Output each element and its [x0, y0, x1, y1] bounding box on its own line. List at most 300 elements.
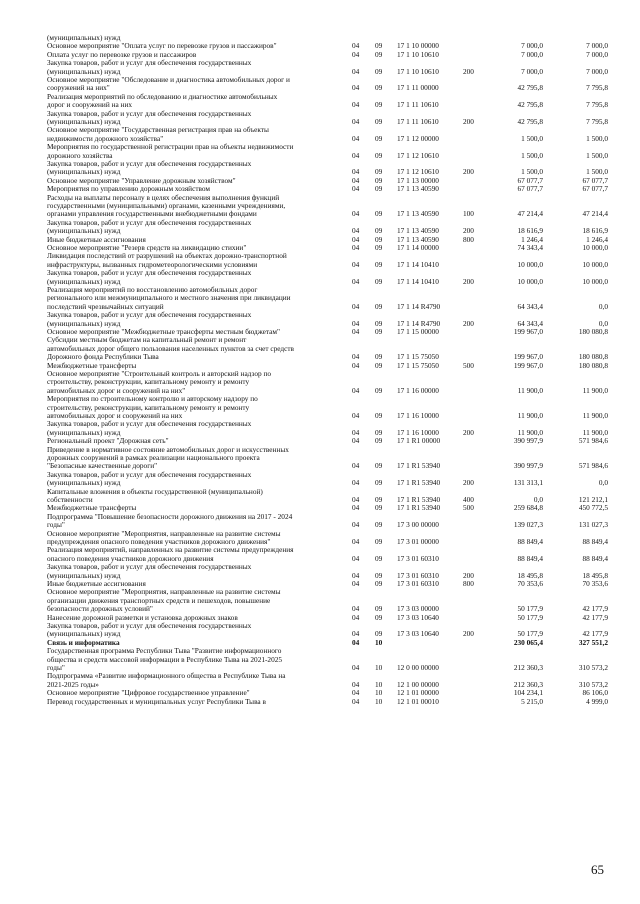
row-name-line: автомобильных дорог общего пользования населенных пунктов за счет средств: [47, 343, 294, 353]
cell-v2: 310 573,2: [578, 679, 608, 689]
table-row: [0, 336, 640, 361]
row-name-line: (муниципальных) нужд: [47, 478, 121, 488]
cell-sec: 04: [352, 662, 360, 672]
table-row: [0, 546, 640, 563]
cell-v2: 180 080,8: [578, 360, 608, 370]
cell-csr: 17 3 01 60310: [397, 579, 439, 588]
table-row: [0, 93, 640, 110]
table-row: [0, 622, 640, 639]
row-name-line: регионального или межмуниципального и местного значения при ликвидации: [47, 293, 291, 303]
cell-sub: 09: [375, 352, 383, 362]
cell-sub: 09: [375, 427, 383, 437]
table-row: [0, 143, 640, 160]
table-row: [0, 647, 640, 672]
cell-sec: 04: [352, 637, 360, 647]
cell-sec: 04: [352, 301, 360, 311]
cell-v1: 88 849,4: [517, 553, 543, 563]
row-name-line: Реализация мероприятий по восстановлению автомобильных дорог: [47, 285, 258, 294]
cell-v1: 64 343,4: [517, 301, 543, 311]
row-name-line: Основное мероприятие "Управление дорожным хозяйством": [47, 175, 236, 185]
cell-v2: 88 849,4: [582, 536, 608, 546]
row-name-line: Закупка товаров, работ и услуг для обеспечения государственных: [47, 419, 252, 429]
cell-sub: 09: [375, 327, 383, 336]
cell-sec: 04: [352, 612, 360, 622]
row-name-line: дорожного хозяйства: [47, 150, 113, 160]
row-name-line: дорог и сооружений на них: [47, 100, 132, 110]
row-name-line: Государственная программа Республики Тыва "Развитие информационного: [47, 646, 282, 656]
cell-v2: 18 495,8: [582, 570, 608, 580]
cell-csr: 17 3 01 60310: [397, 553, 439, 563]
cell-vr: 200: [463, 478, 474, 488]
cell-sec: 04: [352, 66, 360, 76]
cell-vr: 500: [463, 360, 474, 370]
row-name-line: Межбюджетные трансферты: [47, 360, 137, 370]
cell-csr: 17 3 00 00000: [397, 520, 439, 530]
cell-v2: 7 795,8: [586, 100, 608, 110]
row-name-line: организации движения транспортных средств и пешеходов, повышение: [47, 595, 271, 605]
cell-sub: 09: [375, 503, 383, 513]
cell-csr: 17 1 12 00000: [397, 133, 439, 143]
cell-sub: 10: [375, 688, 383, 698]
cell-csr: 17 1 R1 53940: [397, 494, 441, 504]
cell-sec: 04: [352, 360, 360, 370]
cell-v2: 7 795,8: [586, 83, 608, 93]
table-row: [0, 513, 640, 530]
row-name-line: Основное мероприятие "Мероприятия, направленные на развитие системы: [47, 528, 281, 538]
cell-v1: 7 000,0: [521, 66, 543, 76]
cell-sec: 04: [352, 503, 360, 513]
row-name-line: Основное мероприятие "Цифровое государственное управление": [47, 688, 250, 698]
cell-v1: 67 077,7: [517, 184, 543, 194]
cell-sub: 09: [375, 49, 383, 59]
cell-v2: 86 106,0: [582, 688, 608, 698]
table-row: [0, 252, 640, 269]
row-name-line: годы": [47, 520, 65, 530]
row-name-line: сооружений на них": [47, 83, 110, 93]
row-name-line: 2021-2025 годы»: [47, 679, 99, 689]
cell-sub: 09: [375, 629, 383, 639]
cell-sub: 09: [375, 276, 383, 286]
cell-sec: 04: [352, 175, 360, 185]
cell-v1: 10 000,0: [517, 259, 543, 269]
cell-v1: 11 900,0: [517, 385, 543, 395]
cell-v2: 7 795,8: [586, 116, 608, 126]
cell-sub: 09: [375, 520, 383, 530]
cell-v2: 180 080,8: [578, 352, 608, 362]
cell-v2: 571 984,6: [578, 461, 608, 471]
cell-v2: 42 177,9: [582, 629, 608, 639]
row-name-line: инфраструктуры, вызванных гидрометеорологическими условиями: [47, 259, 258, 269]
row-name-line: последствий чрезвычайных ситуаций: [47, 301, 164, 311]
row-name-line: Закупка товаров, работ и услуг для обеспечения государственных: [47, 268, 252, 278]
cell-sec: 04: [352, 696, 360, 706]
row-name-line: (муниципальных) нужд: [47, 427, 121, 437]
cell-csr: 17 1 13 40590: [397, 184, 439, 194]
cell-csr: 17 1 R1 53940: [397, 478, 441, 488]
cell-sub: 09: [375, 184, 383, 194]
cell-sec: 04: [352, 234, 360, 244]
cell-v2: 10 000,0: [582, 243, 608, 252]
cell-csr: 17 1 11 10610: [397, 100, 439, 110]
row-name-line: (муниципальных) нужд: [47, 570, 121, 580]
cell-sec: 04: [352, 167, 360, 177]
cell-sec: 04: [352, 209, 360, 219]
cell-sec: 04: [352, 570, 360, 580]
row-name-line: (муниципальных) нужд: [47, 167, 121, 177]
cell-vr: 200: [463, 167, 474, 177]
cell-vr: 400: [463, 494, 474, 504]
cell-sub: 09: [375, 478, 383, 488]
row-name-line: органами управления государственными внебюджетными фондами: [47, 209, 257, 219]
row-name-line: Региональный проект "Дорожная сеть": [47, 436, 169, 446]
cell-sub: 09: [375, 243, 383, 252]
cell-sec: 04: [352, 276, 360, 286]
cell-v1: 74 343,4: [517, 243, 543, 252]
page-number: 65: [591, 862, 604, 877]
cell-v2: 70 353,6: [582, 579, 608, 588]
row-name-line: опасного поведения участников дорожного движения: [47, 553, 214, 563]
cell-csr: 17 1 14 R4790: [397, 318, 441, 328]
cell-vr: 200: [463, 629, 474, 639]
row-name-line: Иные бюджетные ассигнования: [47, 234, 146, 244]
row-name-line: Межбюджетные трансферты: [47, 503, 137, 513]
cell-v1: 70 353,6: [517, 579, 543, 588]
row-name-line: Основное мероприятие "Оплата услуг по перевозке грузов и пассажиров": [47, 41, 277, 51]
cell-csr: 17 1 R1 53940: [397, 461, 441, 471]
cell-sec: 04: [352, 133, 360, 143]
cell-sub: 09: [375, 234, 383, 244]
row-name-line: Субсидии местным бюджетам на капитальный ремонт и ремонт: [47, 335, 247, 345]
row-name-line: "Безопасные качественные дороги": [47, 461, 158, 471]
cell-sub: 09: [375, 301, 383, 311]
cell-sub: 09: [375, 226, 383, 236]
row-name-line: (муниципальных) нужд: [47, 318, 121, 328]
cell-sub: 09: [375, 259, 383, 269]
cell-vr: 200: [463, 276, 474, 286]
row-name-line: Связь и информатика: [47, 637, 120, 647]
cell-sec: 04: [352, 318, 360, 328]
cell-v1: 11 900,0: [517, 410, 543, 420]
cell-sec: 04: [352, 410, 360, 420]
cell-csr: 12 1 01 00000: [397, 688, 439, 698]
cell-v2: 88 849,4: [582, 553, 608, 563]
cell-csr: 17 1 15 00000: [397, 327, 439, 336]
cell-sec: 04: [352, 520, 360, 530]
cell-sub: 09: [375, 553, 383, 563]
cell-sub: 09: [375, 150, 383, 160]
cell-v1: 230 065,4: [513, 637, 543, 647]
table-row: [0, 395, 640, 420]
cell-v2: 18 616,9: [582, 226, 608, 236]
cell-v2: 0,0: [598, 478, 608, 488]
table-row: [0, 76, 640, 93]
cell-csr: 17 3 03 00000: [397, 604, 439, 614]
cell-v2: 11 900,0: [582, 427, 608, 437]
cell-sub: 09: [375, 100, 383, 110]
cell-csr: 17 1 11 00000: [397, 83, 439, 93]
row-name-line: Перевод государственных и муниципальных услуг Республики Тыва в: [47, 696, 266, 706]
table-row: [0, 219, 640, 236]
cell-csr: 17 1 14 10410: [397, 276, 439, 286]
row-name-line: дорожных сооружений в рамках реализации национального проекта: [47, 452, 260, 462]
cell-sec: 04: [352, 184, 360, 194]
cell-csr: 17 1 10 10610: [397, 66, 439, 76]
cell-sec: 04: [352, 494, 360, 504]
table-row: [0, 59, 640, 76]
row-name-line: строительству, реконструкции, капитальному ремонту и ремонту: [47, 402, 250, 412]
cell-v2: 7 000,0: [586, 66, 608, 76]
cell-sec: 04: [352, 327, 360, 336]
cell-sec: 04: [352, 436, 360, 446]
row-name-line: Закупка товаров, работ и услуг для обеспечения государственных: [47, 159, 252, 168]
cell-sub: 09: [375, 494, 383, 504]
row-name-line: Закупка товаров, работ и услуг для обеспечения государственных: [47, 621, 252, 630]
cell-v2: 11 900,0: [582, 385, 608, 395]
cell-csr: 17 1 16 10000: [397, 427, 439, 437]
cell-csr: 17 1 12 10610: [397, 150, 439, 160]
row-name-line: Оплата услуг по перевозке грузов и пассажиров: [47, 49, 197, 59]
table-row: [0, 446, 640, 471]
cell-v1: 10 000,0: [517, 276, 543, 286]
cell-csr: 17 1 12 10610: [397, 167, 439, 177]
row-name-line: Дорожного фонда Республики Тыва: [47, 352, 159, 362]
cell-v2: 131 027,3: [578, 520, 608, 530]
cell-csr: 17 1 10 10610: [397, 49, 439, 59]
cell-sec: 04: [352, 49, 360, 59]
cell-vr: 800: [463, 579, 474, 588]
row-name-line: (муниципальных) нужд: [47, 276, 121, 286]
cell-vr: 500: [463, 503, 474, 513]
cell-v1: 199 967,0: [513, 352, 543, 362]
cell-sec: 04: [352, 688, 360, 698]
cell-sub: 09: [375, 41, 383, 51]
cell-csr: 17 3 03 10640: [397, 629, 439, 639]
cell-sub: 10: [375, 662, 383, 672]
cell-v1: 199 967,0: [513, 327, 543, 336]
cell-v2: 1 500,0: [586, 167, 608, 177]
cell-sub: 09: [375, 461, 383, 471]
cell-v2: 1 500,0: [586, 150, 608, 160]
cell-vr: 200: [463, 66, 474, 76]
cell-csr: 17 1 10 00000: [397, 41, 439, 51]
cell-v1: 131 313,1: [513, 478, 543, 488]
cell-sec: 04: [352, 553, 360, 563]
cell-sec: 04: [352, 629, 360, 639]
row-name-line: (муниципальных) нужд: [47, 116, 121, 126]
cell-sub: 10: [375, 696, 383, 706]
row-name-line: Закупка товаров, работ и услуг для обеспечения государственных: [47, 562, 252, 572]
cell-sec: 04: [352, 427, 360, 437]
cell-v1: 64 343,4: [517, 318, 543, 328]
cell-sec: 04: [352, 116, 360, 126]
cell-csr: 17 1 16 00000: [397, 385, 439, 395]
cell-v1: 50 177,9: [517, 604, 543, 614]
table-row: [0, 126, 640, 143]
cell-v1: 139 027,3: [513, 520, 543, 530]
row-name-line: (муниципальных) нужд: [47, 226, 121, 236]
cell-v1: 11 900,0: [517, 427, 543, 437]
cell-csr: 17 1 14 10410: [397, 259, 439, 269]
row-name-line: Основное мероприятие "Межбюджетные трансферты местным бюджетам": [47, 327, 280, 336]
cell-vr: 800: [463, 234, 474, 244]
cell-sub: 10: [375, 637, 383, 647]
row-name-line: Приведение в нормативное состояние автомобильных дорог и искусственных: [47, 444, 289, 454]
cell-v2: 67 077,7: [582, 184, 608, 194]
row-name-line: Ликвидация последствий от разрушений на объектах дорожно-транспортной: [47, 251, 287, 261]
cell-sub: 09: [375, 436, 383, 446]
cell-v1: 42 795,8: [517, 116, 543, 126]
cell-sec: 04: [352, 579, 360, 588]
cell-v2: 4 999,0: [586, 696, 608, 706]
cell-v2: 67 077,7: [582, 175, 608, 185]
row-name-line: Мероприятия по управлению дорожным хозяйством: [47, 184, 211, 194]
cell-sub: 09: [375, 167, 383, 177]
row-name-line: (муниципальных) нужд: [47, 629, 121, 639]
cell-v2: 0,0: [598, 301, 608, 311]
cell-sub: 09: [375, 612, 383, 622]
row-name-line: предупреждения опасного поведения участников дорожного движения": [47, 536, 271, 546]
row-name-line: собственности: [47, 494, 93, 504]
cell-csr: 17 1 15 75050: [397, 352, 439, 362]
row-name-line: Нанесение дорожной разметки и установка дорожных знаков: [47, 612, 238, 622]
row-name-line: Закупка товаров, работ и услуг для обеспечения государственных: [47, 58, 252, 68]
cell-v1: 1 246,4: [521, 234, 543, 244]
cell-sec: 04: [352, 41, 360, 51]
cell-v1: 1 500,0: [521, 167, 543, 177]
cell-csr: 17 1 R1 53940: [397, 503, 441, 513]
cell-vr: 200: [463, 570, 474, 580]
table-row: [0, 588, 640, 613]
cell-v2: 180 080,8: [578, 327, 608, 336]
cell-v2: 7 000,0: [586, 49, 608, 59]
cell-sub: 09: [375, 318, 383, 328]
cell-v2: 10 000,0: [582, 276, 608, 286]
cell-v2: 0,0: [598, 318, 608, 328]
cell-sub: 09: [375, 360, 383, 370]
cell-v1: 5 215,0: [521, 696, 543, 706]
cell-sec: 04: [352, 83, 360, 93]
cell-v2: 10 000,0: [582, 259, 608, 269]
row-name-line: Мероприятия по государственной регистрации прав на объекты недвижимости: [47, 142, 294, 152]
cell-csr: 17 1 13 40590: [397, 209, 439, 219]
cell-v2: 121 212,1: [578, 494, 608, 504]
row-name-line: недвижимости дорожного хозяйства": [47, 133, 164, 143]
row-name-line: государственными (муниципальными) органами, казенными учреждениями,: [47, 200, 286, 210]
cell-v1: 199 967,0: [513, 360, 543, 370]
cell-sub: 09: [375, 579, 383, 588]
cell-v1: 7 000,0: [521, 41, 543, 51]
cell-v2: 47 214,4: [582, 209, 608, 219]
table-row: [0, 471, 640, 488]
row-name-line: Подпрограмма «Развитие информационного общества в Республике Тыва на: [47, 671, 286, 681]
cell-sec: 04: [352, 536, 360, 546]
cell-sub: 09: [375, 133, 383, 143]
cell-sec: 04: [352, 352, 360, 362]
cell-sub: 09: [375, 209, 383, 219]
cell-sub: 09: [375, 536, 383, 546]
cell-csr: 17 1 13 40590: [397, 234, 439, 244]
row-name-line: (муниципальных) нужд: [47, 66, 121, 76]
row-name-line: строительству, реконструкции, капитальному ремонту и ремонту: [47, 377, 250, 387]
cell-v2: 42 177,9: [582, 612, 608, 622]
row-name-line: Основное мероприятие "Обследование и диагностика автомобильных дорог и: [47, 75, 290, 84]
cell-v2: 1 246,4: [586, 234, 608, 244]
cell-sub: 09: [375, 83, 383, 93]
cell-sub: 09: [375, 410, 383, 420]
table-row: [0, 110, 640, 127]
cell-sub: 09: [375, 175, 383, 185]
row-name-line: Закупка товаров, работ и услуг для обеспечения государственных: [47, 310, 252, 320]
cell-vr: 200: [463, 226, 474, 236]
cell-v1: 42 795,8: [517, 100, 543, 110]
cell-sec: 04: [352, 226, 360, 236]
cell-vr: 100: [463, 209, 474, 219]
cell-v1: 0,0: [533, 494, 543, 504]
cell-sub: 09: [375, 385, 383, 395]
row-name-line: Реализация мероприятий, направленных на развитие системы предупреждения: [47, 545, 294, 555]
row-name-line: безопасности дорожных условий": [47, 604, 153, 614]
cell-v1: 390 997,9: [513, 436, 543, 446]
cell-sec: 04: [352, 478, 360, 488]
cell-v1: 104 234,1: [513, 688, 543, 698]
cell-v2: 42 177,9: [582, 604, 608, 614]
cell-v2: 571 984,6: [578, 436, 608, 446]
cell-v1: 67 077,7: [517, 175, 543, 185]
row-name-line: Мероприятия по строительному контролю и авторскому надзору по: [47, 394, 258, 404]
row-name-line: автомобильных дорог и сооружений на них": [47, 385, 186, 395]
cell-sec: 04: [352, 461, 360, 471]
table-row: [0, 311, 640, 328]
cell-sec: 04: [352, 243, 360, 252]
cell-csr: 17 3 03 10640: [397, 612, 439, 622]
cell-vr: 200: [463, 318, 474, 328]
cell-sub: 09: [375, 570, 383, 580]
cell-v1: 390 997,9: [513, 461, 543, 471]
cell-v2: 11 900,0: [582, 410, 608, 420]
row-name-line: Основное мероприятие "Строительный контроль и авторский надзор по: [47, 369, 271, 378]
row-name-line: (муниципальных) нужд: [47, 33, 121, 42]
cell-v1: 1 500,0: [521, 150, 543, 160]
table-row: [0, 370, 640, 395]
cell-sub: 09: [375, 66, 383, 76]
cell-v2: 1 500,0: [586, 133, 608, 143]
row-name-line: Капитальные вложения в объекты государственной (муниципальной): [47, 486, 263, 496]
table-row: [0, 286, 640, 311]
cell-sub: 09: [375, 116, 383, 126]
cell-sec: 04: [352, 259, 360, 269]
row-name-line: Подпрограмма "Повышение безопасности дорожного движения на 2017 - 2024: [47, 511, 293, 521]
row-name-line: Основное мероприятие "Резерв средств на ликвидацию стихии": [47, 243, 247, 252]
table-row: [0, 160, 640, 177]
cell-v2: 7 000,0: [586, 41, 608, 51]
cell-csr: 12 0 00 00000: [397, 662, 439, 672]
row-name-line: Закупка товаров, работ и услуг для обеспечения государственных: [47, 108, 252, 118]
cell-v1: 7 000,0: [521, 49, 543, 59]
row-name-line: общества и средств массовой информации в Республике Тыва на 2021-2025: [47, 654, 283, 664]
cell-csr: 17 3 01 00000: [397, 536, 439, 546]
row-name-line: Реализация мероприятий по обследованию и диагностике автомобильных: [47, 91, 278, 101]
row-name-line: годы": [47, 662, 65, 672]
cell-csr: 17 1 R1 00000: [397, 436, 441, 446]
cell-csr: 17 1 14 R4790: [397, 301, 441, 311]
cell-v1: 212 360,3: [513, 679, 543, 689]
cell-csr: 17 3 01 60310: [397, 570, 439, 580]
cell-v2: 327 551,2: [578, 637, 608, 647]
cell-v1: 259 684,8: [513, 503, 543, 513]
row-name-line: Закупка товаров, работ и услуг для обеспечения государственных: [47, 217, 252, 227]
cell-csr: 12 1 00 00000: [397, 679, 439, 689]
cell-sec: 04: [352, 100, 360, 110]
